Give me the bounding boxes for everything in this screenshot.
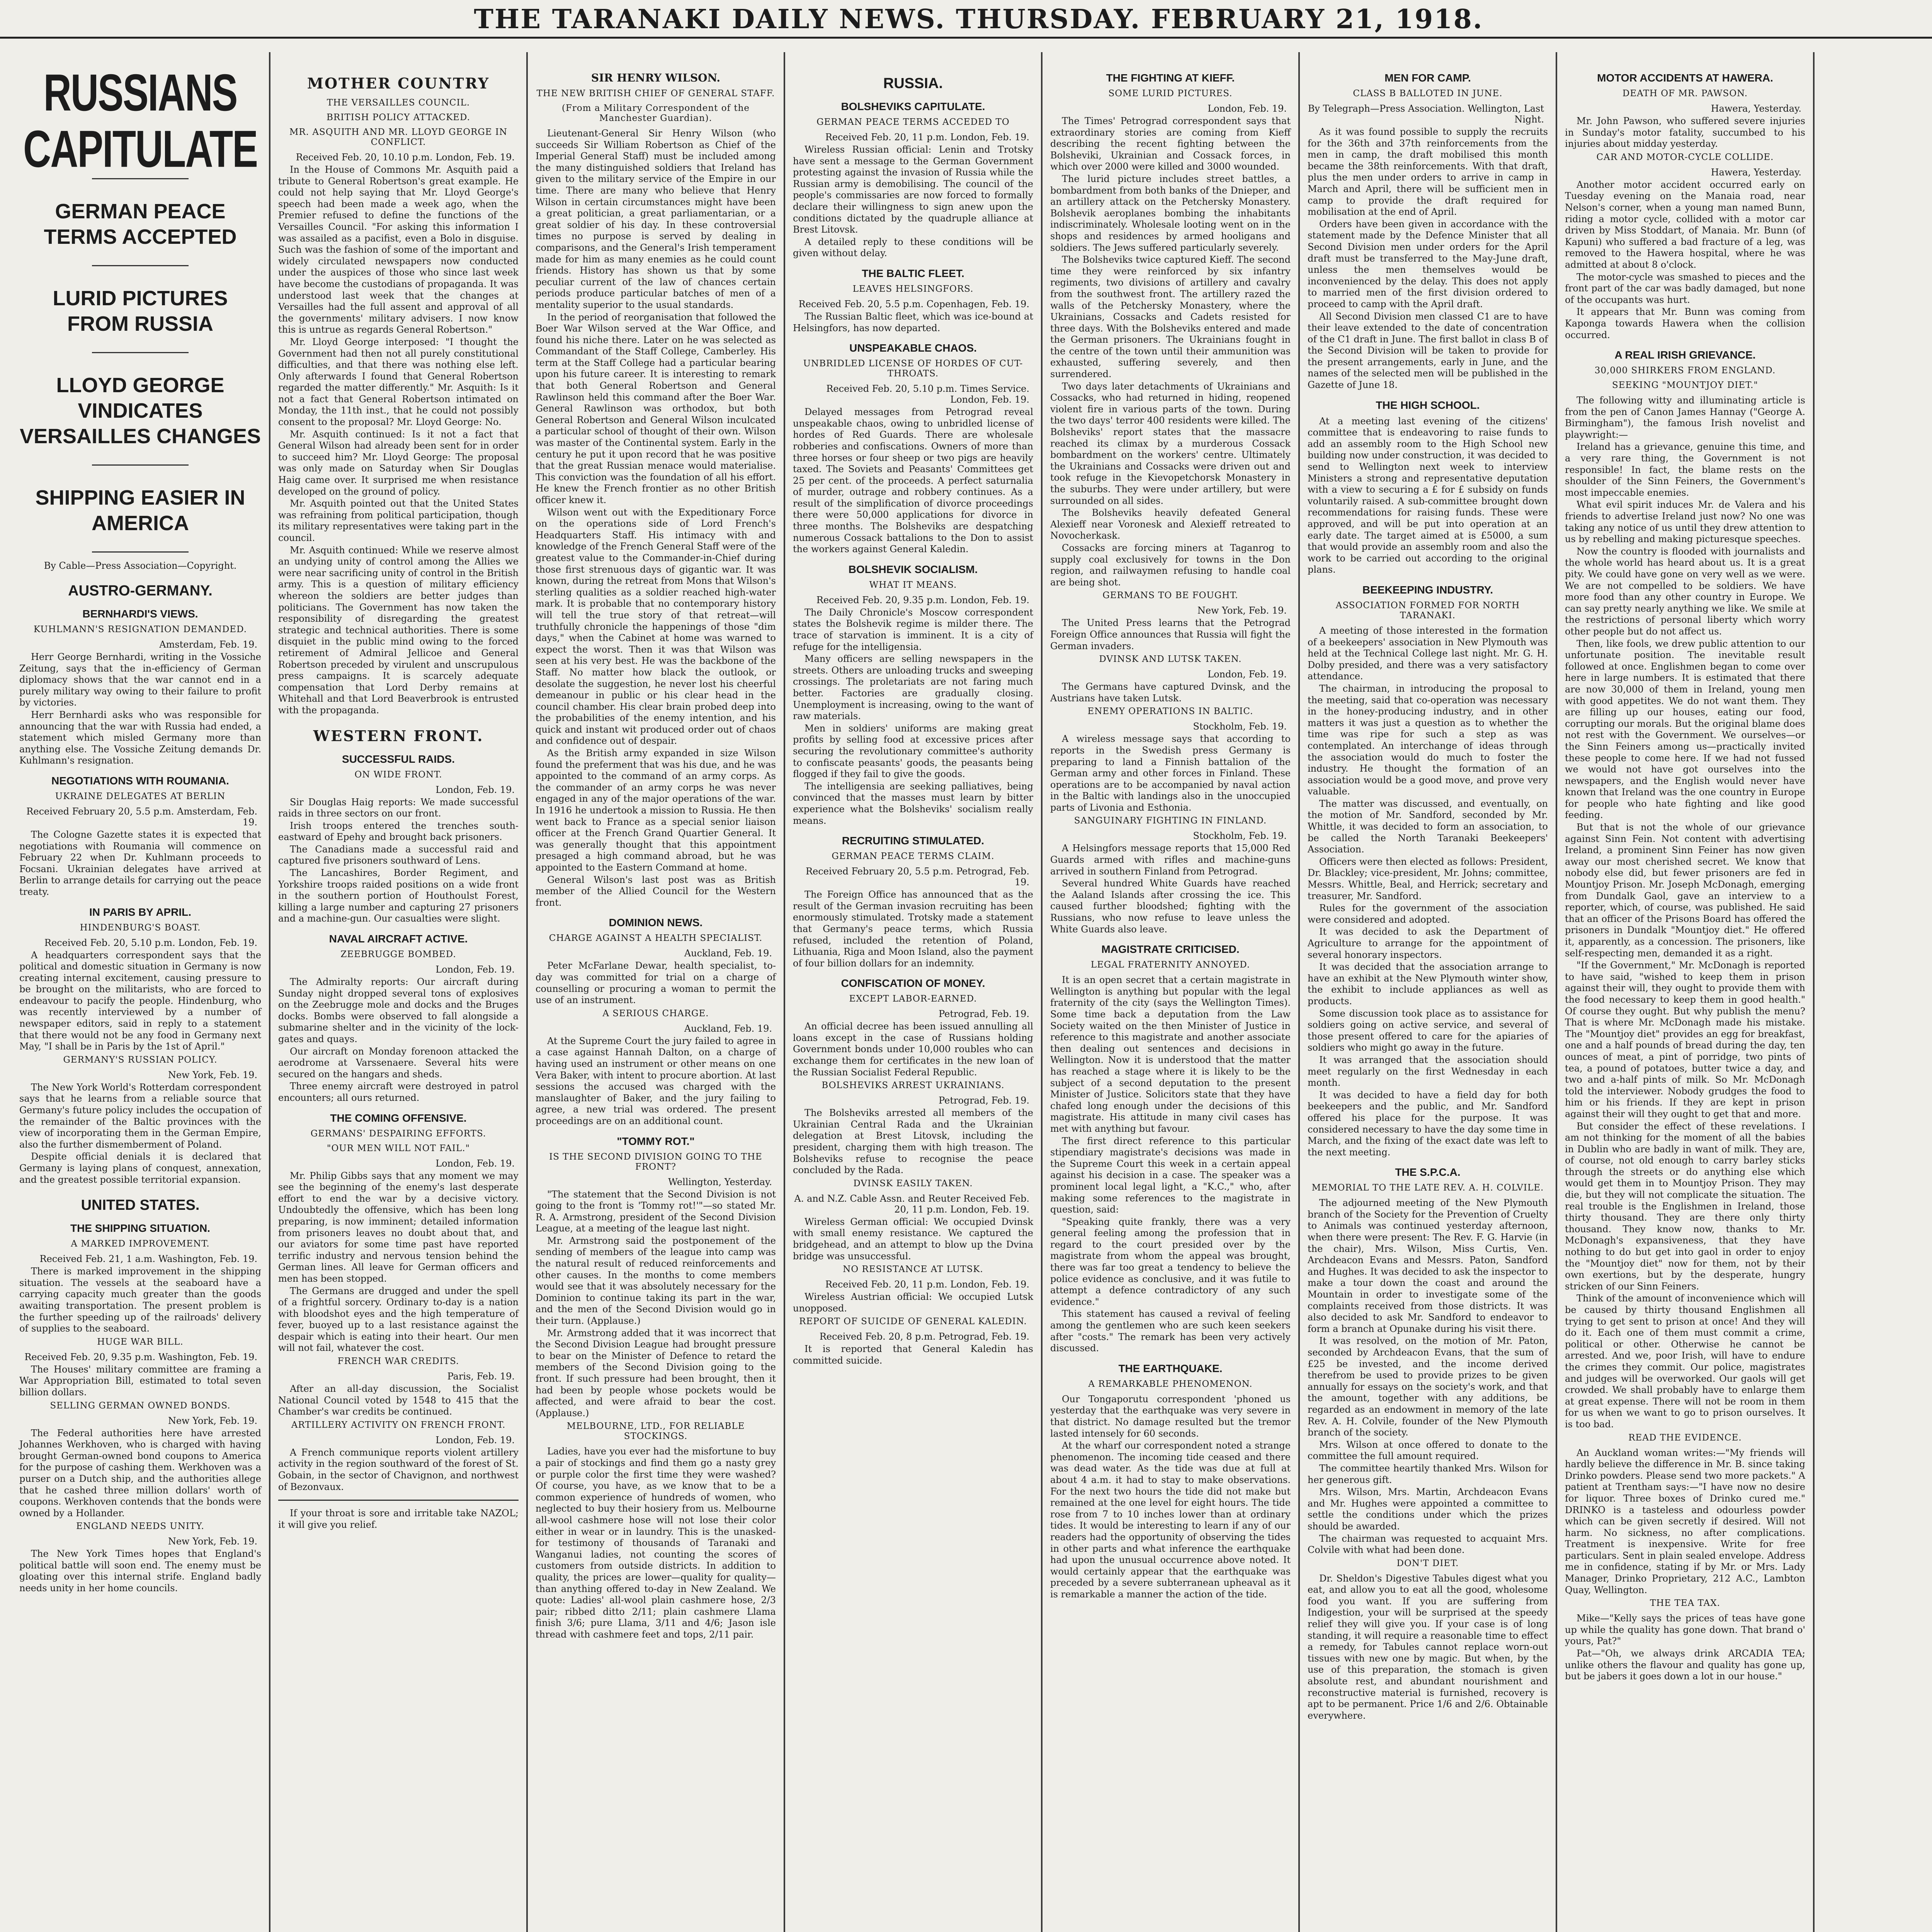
article-subheading: FRENCH WAR CREDITS. <box>337 1356 459 1367</box>
article-subheading: ENEMY OPERATIONS IN BALTIC. <box>1087 706 1253 717</box>
section-heading: MOTHER COUNTRY <box>307 75 490 92</box>
article-subheading: DON'T DIET. <box>1396 1558 1459 1568</box>
article-subheading: MEMORIAL TO THE LATE REV. A. H. COLVILE. <box>1311 1183 1544 1193</box>
article-subheading: SEEKING "MOUNTJOY DIET." <box>1612 380 1758 391</box>
article-subheading: GERMANY'S RUSSIAN POLICY. <box>63 1054 218 1065</box>
paragraph: Mr. John Pawson, who suffered severe injuries in Sunday's motor fatality, succumbed to his injuries about midday yesterday. <box>1565 116 1805 150</box>
paragraph: As the British army expanded in size Wilson found the preferment that was his due, and he was appointed to the command of an army corps. As the commander of an army corps he was never engaged in any of the major operations of the war. In 1916 he undertook a mission to Russia. He then went back to France as a special senior liaison officer at the French Grand Quartier General. It was generally thought that this appointment presaged a high command abroad, but he was appointed to the Eastern Command at home. <box>536 748 776 873</box>
advertisement: Ladies, have you ever had the misfortune to buy a pair of stockings and find them go a nasty grey or purple color the first time they were washed? Of course, you have, as we know that to be a common experience of hundreds of women, who neglected to buy their hosiery from us. Melbourne all-wool cashmere hose will not lose their color either in wear or in laundry. This is the unasked-for testimony of thousands of Taranaki and Wanganui ladies, not counting the scores of customers from outside districts. In addition to quality, the prices are lower—quality for quality—than anything offered to-day in New Zealand. We quote: Ladies' all-wool plain cashmere hose, 2/3 pair; ribbed ditto 2/11; plain cashmere Llama finish 3/6; pure Llama, 3/11 and 4/6; Jason isle thread with cashmere feet and tops, 2/11 pair. <box>536 1446 776 1640</box>
paragraph: Our aircraft on Monday forenoon attacked the aerodrome at Varssenaere. Several hits were secured on the hangars and sheds. <box>278 1046 519 1080</box>
paragraph: The lurid picture includes street battles, a bombardment from both banks of the Dnieper, and an artillery attack on the Petchersky Monastery. Bolshevik aeroplanes bombing the inhabitants indiscriminately. Wholesale looting went on in the shops and residences by armed hooligans and soldiers. The Jews suffered particularly severely. <box>1050 173 1291 253</box>
column-3 <box>528 64 784 1932</box>
section-heading: RUSSIA. <box>883 75 943 92</box>
dateline: New York, Feb. 19. <box>168 1536 257 1547</box>
article-subheading: NO RESISTANCE AT LUTSK. <box>843 1264 983 1275</box>
dateline: Stockholm, Feb. 19. <box>1193 830 1287 842</box>
paragraph: After an all-day discussion, the Socialist National Council voted by 1548 to 415 that the Chamber's war credits be continued. <box>278 1383 519 1417</box>
article-subheading: ARTILLERY ACTIVITY ON FRENCH FRONT. <box>291 1420 506 1430</box>
article-subheading: READ THE EVIDENCE. <box>1628 1432 1742 1443</box>
article-heading: MAGISTRATE CRITICISED. <box>1101 943 1240 956</box>
paragraph: An official decree has been issued annulling all loans except in the case of Russians holding Government bonds under 10,000 roubles who can exchange them for certificates in the new loan of the Russian Socialist Federal Republic. <box>793 1021 1033 1078</box>
paragraph: But that is not the whole of our grievance against Sinn Fein. Not content with advertising Ireland, a prominent Sinn Feiner has now given away our most cherished secret. We know that nobody else did, but fewer prisoners are fed in Mountjoy Prison. Mr. Joseph McDonagh, emerging from Dundalk Gaol, gave an interview to a reporter, which, of course, was published. He said that an officer of the Prisons Board has offered the prisoners in Dundalk "Mountjoy diet." He offered it, apparently, as a concession. The prisoners, like self-respecting men, demanded it as a right. <box>1565 822 1805 959</box>
paragraph: Our Tongaporutu correspondent 'phoned us yesterday that the earthquake was very severe in that district. No damage resulted but the tremor lasted intensely for 60 seconds. <box>1050 1393 1291 1439</box>
article-subheading: DVINSK AND LUTSK TAKEN. <box>1099 654 1242 665</box>
column-1 <box>12 64 269 1932</box>
article-heading: NEGOTIATIONS WITH ROUMANIA. <box>51 774 229 787</box>
article-subheading: LEGAL FRATERNITY ANNOYED. <box>1090 960 1250 970</box>
paragraph: The Lancashires, Border Regiment, and Yorkshire troops raided positions on a wide front in the southern portion of Houthoulst Forest, killing a large number and capturing 27 prisoners and a machine-gun. Our casualties were slight. <box>278 867 519 924</box>
headline-shipping: SHIPPING EASIER IN AMERICA <box>35 486 245 535</box>
masthead <box>0 0 1932 39</box>
column-5 <box>1043 64 1298 1932</box>
paragraph: Ireland has a grievance, genuine this time, and a very rare thing, the Government is not responsible! In fact, the blame rests on the shoulder of the Sinn Feiners, the Government's most impeccable enemies. <box>1565 441 1805 498</box>
dateline: Wellington, Yesterday. <box>668 1176 772 1187</box>
dateline: New York, Feb. 19. <box>168 1069 257 1080</box>
article-heading: SUCCESSFUL RAIDS. <box>342 753 455 765</box>
advertisement: Dr. Sheldon's Digestive Tabules digest what you eat, and allow you to eat all the good, wholesome food you want. If you are suffering from Indigestion, your will be surprised at the speedy relief they will give you. If your case is of long standing, it will require a reasonable time to effect a remedy, for Tabules cannot replace worn-out tissues with new one by magic. But when, by the use of this preparation, the stomach is given absolute rest, and abundant nourishment and reconstructive material is furnished, recovery is apt to be permanent. Price 1/6 and 2/6. Obtainable everywhere. <box>1308 1573 1548 1721</box>
article-subheading: UNBRIDLED LICENSE OF HORDES OF CUT-THROATS. <box>803 359 1023 379</box>
paragraph: But consider the effect of these revelations. I am not thinking for the moment of all the babies in Dublin who are badly in want of milk. They are, of course, not old enough to carry barley sticks through the streets or do anything else which would get them in to Mountjoy Prison. They may die, but they will not complicate the situation. The real trouble is the Englishmen in Ireland, those thirty thousand. They are there only thirty thousand. They know now, thanks to Mr. McDonagh's expansiveness, that they have nothing to do but get into gaol in order to enjoy the "Mountjoy diet" now for them, not by their own exertions, but by the desperate, hungry stricken of our Sinn Feiners. <box>1565 1121 1805 1292</box>
paragraph: The chairman, in introducing the proposal to the meeting, said that co-operation was necessary in the honey-producing industry, and in other matters it was just a question as to whether the time was ripe for such a step as was contemplated. An interchange of ideas through the association would do much to foster the industry. He thought the formation of an association would be a good move, and prove very valuable. <box>1308 683 1548 797</box>
dateline: Received Feb. 21, 1 a.m. Washington, Feb. 19. <box>39 1253 257 1265</box>
paragraph: A Helsingfors message reports that 15,000 Red Guards armed with rifles and machine-guns arrived in southern Finland from Petrograd. <box>1050 843 1291 877</box>
article-subheading: SOME LURID PICTURES. <box>1108 88 1233 99</box>
dateline: Received Feb. 20, 11 p.m. London, Feb. 19. <box>825 1279 1029 1290</box>
paragraph: It was arranged that the association should meet regularly on the first Wednesday in each month. <box>1308 1054 1548 1088</box>
paragraph: At a meeting last evening of the citizens' committee that is endeavoring to raise funds to add an assembly room to the High School new building now under construction, it was decided to send to Wellington next week to interview Ministers a strong and representative deputation with a view to securing a £ for £ subsidy on funds voluntarily raised. A sub-committee brought down recommendations for raising funds. These were approved, and will be put into operation at an early date. The target aimed at is £5000, a sum that would provide an assembly room and also the work to be carried out according to the original plans. <box>1308 415 1548 575</box>
article-subheading: LEAVES HELSINGFORS. <box>852 284 974 294</box>
article-subheading: SELLING GERMAN OWNED BONDS. <box>50 1400 231 1411</box>
paragraph: The Germans have captured Dvinsk, and the Austrians have taken Lutsk. <box>1050 681 1291 704</box>
dateline: Petrograd, Feb. 19. <box>939 1009 1029 1020</box>
article-subheading: ASSOCIATION FORMED FOR NORTH TARANAKI. <box>1335 600 1520 621</box>
paragraph: The motor-cycle was smashed to pieces and the front part of the car was badly damaged, but none of the occupants was hurt. <box>1565 271 1805 305</box>
article-subheading: MR. ASQUITH AND MR. LLOYD GEORGE IN CONFLICT. <box>289 127 508 147</box>
article-subheading: ZEEBRUGGE BOMBED. <box>340 949 456 960</box>
paragraph: Despite official denials it is declared that Germany is laying plans of conquest, annexation, and the greatest possible territorial expansion. <box>19 1151 261 1185</box>
paragraph: Think of the amount of inconvenience which will be caused by thirty thousand Englishmen all trying to get sent to prison at once! And they will do it. Each one of them must commit a crime, political or other. Otherwise he cannot be arrested. And we, poor Irish, will have to endure the crimes they commit. Our police, magistrates and judges will be overworked. Our gaols will get crowded. We shall probably have to enlarge them at great expense. There will not be room in them for us when we want to go to prison ourselves. It is too bad. <box>1565 1293 1805 1430</box>
article-heading: THE S.P.C.A. <box>1395 1166 1461 1179</box>
article-heading: "TOMMY ROT." <box>617 1135 695 1147</box>
dateline: Received Feb. 20, 5.5 p.m. Copenhagen, Feb. 19. <box>798 298 1029 310</box>
dateline: New York, Feb. 19. <box>1197 605 1287 616</box>
paragraph: It was resolved, on the motion of Mr. Paton, seconded by Archdeacon Evans, that the sum of £25 be invested, and the income derived therefrom be used to provide prizes to be given annually for essays on the society's work, and that the amount, together with any additions, be regarded as an endowment in memory of the late Rev. A. H. Colvile, founder of the New Plymouth branch of the society. <box>1308 1335 1548 1438</box>
article-subheading: IS THE SECOND DIVISION GOING TO THE FRONT? <box>549 1151 762 1172</box>
advertisement: An Auckland woman writes:—"My friends will hardly believe the difference in Mr. B. since taking Drinko powders. Please send two more packets." A patient at Trentham says:—"I have now no desire for liquor. Three boxes of Drinko cured me." DRINKO is a tasteless and odourless powder which can be given secretly if desired. Will not harm. No sickness, no after complications. Treatment is inexpensive. Write for free particulars. Sent in plain sealed envelope. Address me in confidence, stating if by Mr. or Mrs. Lady Manager, Drinko Proprietary, 212 A.C., Lambton Quay, Wellington. <box>1565 1447 1805 1595</box>
article-heading: MEN FOR CAMP. <box>1384 72 1471 84</box>
article-heading: BERNHARDI'S VIEWS. <box>82 608 198 620</box>
paragraph: It appears that Mr. Bunn was coming from Kaponga towards Hawera when the collision occurred. <box>1565 306 1805 340</box>
article-subheading: THE VERSAILLES COUNCIL. <box>327 98 470 108</box>
dateline: Received February 20, 5.5 p.m. Amsterdam, Feb. 19. <box>26 806 257 828</box>
article-heading: SIR HENRY WILSON. <box>591 71 721 84</box>
article-subheading: GERMANS' DESPAIRING EFFORTS. <box>310 1128 486 1139</box>
dateline: Auckland, Feb. 19. <box>684 948 772 959</box>
paragraph: Cossacks are forcing miners at Taganrog to supply coal exclusively for towns in the Don region, and railwaymen refusing to handle coal are being shot. <box>1050 542 1291 588</box>
paragraph: Mr. Lloyd George interposed: "I thought the Government had then not all purely constitutional difficulties, and that there was nothing else left. Only afterwards I found that General Robertson regarded the matter differently." Mr. Asquith: Is it not a fact that General Robertson intimated on Monday, the 11th inst., that he could not possibly consent to the proposal? Mr. Lloyd George: No. <box>278 336 519 428</box>
paragraph: At the wharf our correspondent noted a strange phenomenon. The incoming tide ceased and there was dead water. As the tide was due at full at about 4 a.m. it had to stay to make observations. For the next two hours the tide did not make but remained at the one level for eight hours. The tide rose from 7 to 10 inches lower than at ordinary tides. It would be interesting to learn if any of our readers had the opportunity of observing the tides in other parts and what inference the earthquake had upon the unusual occurrence above noted. It would certainly appear that the earthquake was preceded by a severe subterranean upheaval as it is remarkable a manner the action of the tide. <box>1050 1440 1291 1600</box>
paragraph: It was decided that the association arrange to have an exhibit at the New Plymouth winter show, the exhibit to include appliances as well as products. <box>1308 961 1548 1007</box>
article-heading: THE SHIPPING SITUATION. <box>70 1222 210 1235</box>
paragraph: It was decided to ask the Department of Agriculture to arrange for the appointment of several honorary inspectors. <box>1308 926 1548 960</box>
paragraph: Some discussion took place as to assistance for soldiers going on active service, and several of those present offered to care for the apiaries of soldiers who might go away in the future. <box>1308 1008 1548 1053</box>
paragraph: As it was found possible to supply the recruits for the 36th and 37th reinforcements from the men in camp, the draft mobilised this month became the 38th reinforcements. With that draft, plus the men under orders to arrive in camp in March and April, there will be sufficient men in camp to provide the draft required for mobilisation at the end of April. <box>1308 126 1548 218</box>
paragraph: The Canadians made a successful raid and captured five prisoners southward of Lens. <box>278 844 519 866</box>
article-subheading: MELBOURNE, LTD., FOR RELIABLE STOCKINGS. <box>566 1421 745 1442</box>
advertisement: Mike—"Kelly says the prices of teas have gone up while the quality has gone down. That brand o' yours, Pat?" <box>1565 1613 1805 1647</box>
dateline: Received Feb. 20, 8 p.m. Petrograd, Feb. 19. <box>819 1331 1029 1342</box>
paragraph: The first direct reference to this particular stipendiary magistrate's decisions was made in the Supreme Court this week in a certain appeal against his decision in a case. The speaker was a prominent local legal light, a "K.C.," who, after making some references to the magistrate in question, said: <box>1050 1135 1291 1215</box>
paragraph: Mrs. Wilson at once offered to donate to the committee the full amount required. <box>1308 1439 1548 1462</box>
byline: By Cable—Press Association—Copyright. <box>44 560 237 571</box>
advertisement: If your throat is sore and irritable take NAZOL; it will give you relief. <box>278 1508 519 1530</box>
paragraph: Wilson went out with the Expeditionary Force on the operations side of Lord French's Headquarters Staff. His intimacy with and knowledge of the French General Staff were of the greatest value to the Commander-in-Chief during those first strenuous days of gigantic war. It was known, during the retreat from Mons that Wilson's sterling qualities as a soldier reached high-water mark. It is probable that no contemporary history will tell the true story of that retreat—will truthfully chronicle the happenings of those "dim days," when the Cabinet at home was warned to expect the worst. Then it was that Wilson was seen at his very best. He was the backbone of the Staff. No matter how black the outlook, or desolate the suggestion, he never lost his cheerful demeanour in public or his clear head in the council chamber. His clear brain probed deep into the probabilities of the enemy intention, and his quick and instant wit produced order out of chaos and confidence out of despair. <box>536 507 776 747</box>
column-4 <box>785 64 1041 1932</box>
paragraph: There is marked improvement in the shipping situation. The vessels at the seaboard have a carrying capacity much greater than the goods awaiting transportation. The present problem is the further speeding up of the railroads' delivery of supplies to the seaboard. <box>19 1266 261 1334</box>
paragraph: The Foreign Office has announced that as the result of the German invasion recruiting has been enormously stimulated. Trotsky made a statement that Germany's peace terms, which Russia refused, included the retention of Poland, Lithuania, Riga and Moon Island, also the payment of four billion dollars for an indemnity. <box>793 889 1034 969</box>
paragraph: The Germans are drugged and under the spell of a frightful sorcery. Ordinary to-day is a nation with bloodshot eyes and the high temperature of fever, buoyed up to a last resistance against the despair which is eating into their heart. Our men will not fail, whatever the cost. <box>278 1285 519 1354</box>
article-subheading: THE NEW BRITISH CHIEF OF GENERAL STAFF. <box>536 88 775 99</box>
article-heading: DOMINION NEWS. <box>609 917 703 929</box>
paragraph: At the Supreme Court the jury failed to agree in a case against Hannah Dalton, on a charge of having used an instrument or other means on one Vera Baker, with intent to procure abortion. At last sessions the accused was charged with the manslaughter of Baker, and the jury failing to agree, a new trial was ordered. The present proceedings are on an additional count. <box>536 1035 776 1126</box>
paragraph: Peter McFarlane Dewar, health specialist, to-day was committed for trial on a charge of counselling or procuring a woman to permit the use of an instrument. <box>536 960 776 1006</box>
paragraph: The Russian Baltic fleet, which was ice-bound at Helsingfors, has now departed. <box>793 311 1033 333</box>
article-subheading: GERMAN PEACE TERMS ACCEDED TO <box>816 117 1010 127</box>
headline-lloyd-george: LLOYD GEORGE VINDICATES VERSAILLES CHANGES <box>19 374 261 448</box>
dateline: London, Feb. 19. <box>1208 103 1287 114</box>
paragraph: In the House of Commons Mr. Asquith paid a tribute to General Robertson's great example. He could not help saying that Mr. Lloyd George's speech had been made a week ago, when the Premier refused to define the functions of the Versailles Council. "For asking this information I was assailed as a pacifist, even a Bolo in disguise. Such was the fashion of some of the important and widely circulated newspapers now conducted under the auspices of those who since last week have become the custodians of propaganda. It was understood last week that the changes at Versailles had the full assent and approval of all the governments' military advisers. I now know this is untrue as regards General Robertson." <box>278 164 519 335</box>
dateline: London, Feb. 19. <box>435 1158 515 1169</box>
dateline: London, Feb. 19. <box>435 964 515 975</box>
article-subheading: DEATH OF MR. PAWSON. <box>1622 88 1748 99</box>
paragraph: Herr Bernhardi asks who was responsible for announcing that the war with Russia had ended, a statement which misled Germany more than anything else. The Vossiche Zeitung demands Dr. Kuhlmann's resignation. <box>19 709 261 766</box>
paragraph: Many officers are selling newspapers in the streets. Others are unloading trucks and sweeping crossings. The proletariats are not faring much better. Factories are gradually closing. Unemployment is increasing, owing to the want of raw materials. <box>793 653 1033 722</box>
paragraph: The Houses' military committee are framing a War Appropriation Bill, estimated to total seven billion dollars. <box>19 1364 261 1398</box>
paragraph: Mr. Asquith continued: While we reserve almost an undying unity of control among the Allies we were near sacrificing unity of control in the British army. This is a question of military efficiency whereon the soldiers are better judges than politicians. The Government has now taken the responsibility of disregarding the greatest strategic and technical authorities. There is some disquiet in the public mind owing to the forced retirement of Admiral Jellicoe and General Robertson preceded by virulent and unscrupulous press campaigns. It is scarcely adequate compensation that Lord Derby remains at Whitehall and that Lord Beaverbrook is entrusted with the propaganda. <box>278 544 519 716</box>
dateline: Hawera, Yesterday. <box>1711 167 1801 178</box>
paragraph: A detailed reply to these conditions will be given without delay. <box>793 236 1033 259</box>
article-subheading: UKRAINE DELEGATES AT BERLIN <box>55 791 226 801</box>
article-subheading: GERMANS TO BE FOUGHT. <box>1102 590 1238 601</box>
column-2 <box>270 64 526 1932</box>
paragraph: The Bolsheviks twice captured Kieff. The second time they were reinforced by six infantry regiments, two divisions of artillery and cavalry from the southwest front. The artillery razed the walls of the Petchersky Monastery, where the Ukrainians, Cossacks and Cadets resisted for three days. With the Bolsheviks entered and made the German prisoners. The Ukrainians fought in the centre of the town until their ammunition was exhausted, suffering severely, and then surrendered. <box>1050 254 1291 380</box>
paragraph: Wireless Russian official: Lenin and Trotsky have sent a message to the German Government protesting against the invasion of Russia while the Russian army is demobilising. The council of the people's commissaries are now forced to formally declare their willingness to sign anew upon the conditions dictated by the quadruple alliance at Brest Litovsk. <box>793 144 1033 235</box>
article-heading: THE COMING OFFENSIVE. <box>330 1112 467 1124</box>
paragraph: Two days later detachments of Ukrainians and Cossacks, who had returned in hiding, reopened violent fire in various parts of the town. During the two days' terror 400 residents were killed. The Bolsheviks' report states that the massacre reached its climax by a murderous Cossack bombardment on the workers' centre. Ultimately the Ukrainians and Cossacks were driven out and took refuge in the Kievopetchorsk Monastery in the suburbs. They were under artillery, but were surrounded on all sides. <box>1050 381 1291 506</box>
paragraph: It was decided to have a field day for both beekeepers and the public, and Mr. Sandford offered his place for the purpose. It was considered necessary to have the day some time in March, and the fixing of the exact date was left to the next meeting. <box>1308 1089 1548 1158</box>
dateline: Amsterdam, Feb. 19. <box>159 639 257 650</box>
paragraph: It is reported that General Kaledin has committed suicide. <box>793 1344 1033 1366</box>
article-subheading: CHARGE AGAINST A HEALTH SPECIALIST. <box>549 933 763 944</box>
paragraph: All Second Division men classed C1 are to have their leave extended to the date of concentration of the C1 draft in June. The first ballot in class B of the Second Division will be taken to provide for the present arrangements, early in June, and the names of the selected men will be published in the Gazette of June 18. <box>1308 311 1548 391</box>
paragraph: "Speaking quite frankly, there was a very general feeling among the profession that in regard to the court presided over by the magistrate from whom the appeal was brought, there was far too great a tendency to believe the police evidence as conclusive, and it was futile to attempt a defence contradictory of any such evidence." <box>1050 1216 1291 1307</box>
paragraph: The New York Times hopes that England's political battle will soon end. The enemy must be gloating over this internal strife. England badly needs unity in her home councils. <box>19 1548 261 1594</box>
article-subheading: A SERIOUS CHARGE. <box>602 1008 709 1019</box>
dateline: By Telegraph—Press Association. Wellington, Last Night. <box>1308 103 1544 125</box>
dateline: Received Feb. 20, 9.35 p.m. Washington, Feb. 19. <box>24 1351 257 1362</box>
paragraph: The Admiralty reports: Our aircraft during Sunday night dropped several tons of explosives on the Zeebrugge mole and docks and the Bruges docks. Bombs were observed to fall alongside a submarine shelter and in the vicinity of the lock-gates and quays. <box>278 976 519 1044</box>
article-heading: MOTOR ACCIDENTS AT HAWERA. <box>1597 72 1773 84</box>
article-subheading: "OUR MEN WILL NOT FAIL." <box>327 1143 470 1153</box>
dateline: Received Feb. 20, 10.10 p.m. London, Feb. 19. <box>296 152 515 163</box>
dateline: Paris, Feb. 19. <box>447 1371 515 1382</box>
dateline: Stockholm, Feb. 19. <box>1193 721 1287 732</box>
paragraph: Herr George Bernhardi, writing in the Vossiche Zeitung, says that the in-efficiency of German diplomacy shows that the war cannot end in a purely military way owing to their failure to profit by victories. <box>19 651 261 708</box>
article-subheading: KUHLMANN'S RESIGNATION DEMANDED. <box>33 624 247 634</box>
paragraph: Officers were then elected as follows: President, Dr. Blackley; vice-president, Mr. Johns; committee, Messrs. Whittle, Beal, and Herrick; secretary and treasurer, Mr. Sandford. <box>1308 856 1548 901</box>
paragraph: Delayed messages from Petrograd reveal unspeakable chaos, owing to unbridled license of hordes of Red Guards. There are wholesale robberies and confiscations. Owners of more than three horses or four sheep or two pigs are heavily taxed. The Soviets and Peasants' Committees get 25 per cent. of the proceeds. A perfect saturnalia of murder, outrage and robbery continues. As a result of the simplification of divorce proceedings there were 50,000 applications for divorce in three months. The Bolsheviks are despatching numerous Cossack battalions to the Don to assist the workers against General Kaledin. <box>793 406 1033 555</box>
dateline: Petrograd, Feb. 19. <box>939 1095 1029 1106</box>
article-heading: BOLSHEVIKS CAPITULATE. <box>841 100 985 112</box>
paragraph: General Wilson's last post was as British member of the Allied Council for the Western front. <box>536 874 776 908</box>
article-subheading: HINDENBURG'S BOAST. <box>80 922 201 933</box>
paragraph: Wireless Austrian official: We occupied Lutsk unopposed. <box>793 1291 1033 1314</box>
paragraph: Then, like fools, we drew public attention to our unfortunate position. The inevitable result followed at once. Englishmen began to come over here in large numbers. It is estimated that there are now 30,000 of them in Ireland, young men with good appetites. We do not want them. They are filling up our houses, eating our food, corrupting our morals. But the original blame does not rest with the Government. We ourselves—or the Sinn Feiners among us—practically invited these people to come here. If we had not fussed we would not have got ourselves into the newspapers, and the English would never have known that Ireland was the one country in Europe for people who hate fighting and like good feeding. <box>1565 638 1805 821</box>
paragraph: The adjourned meeting of the New Plymouth branch of the Society for the Prevention of Cruelty to Animals was continued yesterday afternoon, when there were present: The Rev. F. G. Harvie (in the chair), Mrs. Wilson, Miss Curtis, Ven. Archdeacon Evans and Messrs. Paton, Sandford and Hughes. It was decided to ask the inspector to make a tour down the coast and around the Mountain in order to investigate some of the complaints received from those districts. It was also decided to ask Mr. Sandford to endeavor to form a branch at Opunake during his visit there. <box>1308 1197 1548 1334</box>
headline-lurid: LURID PICTURES FROM RUSSIA <box>53 287 228 335</box>
paragraph: Orders have been given in accordance with the statement made by the Defence Minister that all Second Division men under orders for the April draft must be transferred to the May-June draft, unless the men themselves would be inconvenienced by the delay. This does not apply to married men of the first division ordered to proceed to camp with the April draft. <box>1308 218 1548 310</box>
article-subheading: A MARKED IMPROVEMENT. <box>71 1239 210 1249</box>
paragraph: The chairman was requested to acquaint Mrs. Colvile with what had been done. <box>1308 1533 1548 1556</box>
paragraph: A headquarters correspondent says that the political and domestic situation in Germany is now creating internal excitement, causing pressure to be brought on the militarists, who are forced to endeavour to pacify the people. Hindenburg, who was recently interviewed by a number of newspaper editors, said in reply to a statement that there would not be any food in Germany next May, "I shall be in Paris by the 1st of April." <box>19 949 261 1052</box>
dateline: Hawera, Yesterday. <box>1711 103 1801 114</box>
paragraph: Three enemy aircraft were destroyed in patrol encounters; all ours returned. <box>278 1081 519 1103</box>
paragraph: "The statement that the Second Division is not going to the front is 'Tommy rot!'"—so stated Mr. R. A. Armstrong, president of the Second Division League, at a meeting of the league last night. <box>536 1189 776 1234</box>
article-subheading: HUGE WAR BILL. <box>97 1337 184 1347</box>
article-heading: A REAL IRISH GRIEVANCE. <box>1614 349 1756 361</box>
paragraph: The matter was discussed, and eventually, on the motion of Mr. Sandford, seconded by Mr. Whittle, it was decided to form an association, to be called the North Taranaki Beekeepers' Association. <box>1308 798 1548 855</box>
dateline: London, Feb. 19. <box>435 1434 515 1446</box>
paragraph: The following witty and illuminating article is from the pen of Canon James Hannay ("George A. Birmingham"), the famous Irish novelist and playwright:— <box>1565 395 1805 440</box>
article-heading: UNSPEAKABLE CHAOS. <box>849 342 977 354</box>
paragraph: Mr. Philip Gibbs says that any moment we may see the beginning of the enemy's last desperate effort to end the war by a decisive victory. Undoubtedly the offensive, which has been long preparing, is now imminent; detailed information from prisoners leaves no doubt about that, and our aviators for some time past have reported terrific industry and nervous tension behind the German lines. All leave for German officers and men has been stopped. <box>278 1170 519 1284</box>
dateline: Received Feb. 20, 11 p.m. London, Feb. 19. <box>825 132 1029 143</box>
article-heading: CONFISCATION OF MONEY. <box>841 977 985 990</box>
article-subheading: THE TEA TAX. <box>1650 1598 1720 1609</box>
dateline: Received Feb. 20, 5.10 p.m. London, Feb. 19. <box>44 937 257 948</box>
paragraph: A French communique reports violent artillery activity in the region southward of the forest of St. Gobain, in the sector of Chavignon, and northwest of Bezonvaux. <box>278 1447 519 1492</box>
paragraph: This statement has caused a revival of feeling among the gentlemen who are such keen seekers after "costs." The remark has been very actively discussed. <box>1050 1308 1291 1354</box>
article-subheading: CLASS B BALLOTED IN JUNE. <box>1353 88 1503 99</box>
article-heading: BEEKEEPING INDUSTRY. <box>1362 583 1493 596</box>
newspaper-title: THE TARANAKI DAILY NEWS. THURSDAY. FEBRUARY 21, 1918. <box>474 4 1483 35</box>
paragraph: Rules for the government of the association were considered and adopted. <box>1308 903 1548 925</box>
article-heading: THE FIGHTING AT KIEFF. <box>1106 72 1235 84</box>
article-heading: BOLSHEVIK SOCIALISM. <box>848 563 978 575</box>
section-heading: UNITED STATES. <box>81 1197 200 1214</box>
paragraph: The Times' Petrograd correspondent says that extraordinary stories are coming from Kieff describing the recent fighting between the Bolsheviki, Ukrainian and Cossack forces, in which over 2000 were killed and 3000 wounded. <box>1050 116 1291 172</box>
paragraph: The Cologne Gazette states it is expected that negotiations with Roumania will commence on February 22 when Dr. Kuhlmann proceeds to Focsani. Ukrainian delegates have arrived at Berlin to arrange details for carrying out the peace treaty. <box>19 829 261 897</box>
article-subheading: (From a Military Correspondent of the Manchester Guardian). <box>561 103 750 123</box>
paragraph: Lieutenant-General Sir Henry Wilson (who succeeds Sir William Robertson as Chief of the Imperial General Staff) must be included among the many distinguished soldiers that Ireland has given to the military service of the Empire in our time. There are many who believe that Henry Wilson in certain circumstances might have been a great politician, a great parliamentarian, or a great soldier of his day. In these controversial times no purpose is served by dealing in comparisons, and the General's Irish temperament made for him as many enemies as he could count friends. History has shown us that by some peculiar current of the law of chances certain periods produce particular batches of men of a mentality superior to the usual standards. <box>536 128 776 310</box>
main-headline: RUSSIANS CAPITULATE <box>23 64 257 179</box>
paragraph: The Bolsheviks arrested all members of the Ukrainian Central Rada and the Ukrainian delegation at Brest Litovsk, including the president, charging them with high treason. The Bolsheviks refuse to recognise the peace concluded by the Rada. <box>793 1107 1033 1176</box>
paragraph: The committee heartily thanked Mrs. Wilson for her generous gift. <box>1308 1463 1548 1485</box>
article-subheading: BOLSHEVIKS ARREST UKRAINIANS. <box>821 1080 1005 1091</box>
article-subheading: ENGLAND NEEDS UNITY. <box>76 1521 204 1532</box>
article-subheading: GERMAN PEACE TERMS CLAIM. <box>832 851 995 862</box>
article-heading: NAVAL AIRCRAFT ACTIVE. <box>329 933 468 945</box>
advertisement: Pat—"Oh, we always drink ARCADIA TEA; unlike others the flavour and quality has gone up, but be jabers it goes down a lot in our house." <box>1565 1648 1805 1682</box>
dateline: Auckland, Feb. 19. <box>684 1023 772 1034</box>
paragraph: The New York World's Rotterdam correspondent says that he learns from a reliable source that Germany's future policy includes the occupation of the remainder of the Baltic provinces with the view of incorporating them in the German Empire, also the further dismemberment of Poland. <box>19 1082 261 1150</box>
article-subheading: BRITISH POLICY ATTACKED. <box>327 112 470 122</box>
dateline: Received February 20, 5.5 p.m. Petrograd, Feb. 19. <box>806 866 1029 888</box>
article-subheading: 30,000 SHIRKERS FROM ENGLAND. <box>1594 366 1776 376</box>
paragraph: The United Press learns that the Petrograd Foreign Office announces that Russia will fight the German invaders. <box>1050 617 1291 651</box>
paragraph: What evil spirit induces Mr. de Valera and his friends to advertise Ireland just now? No one was taking any notice of us until they drew attention to us by rebelling and making picturesque speeches. <box>1565 499 1805 545</box>
paragraph: Mr. Armstrong said the postponement of the sending of members of the league into camp was the natural result of reduced reinforcements and other causes. In the months to come members would see that it was absolutely necessary for the Dominion to continue taking its part in the war, and the men of the Second Division would go in their turn. (Applause.) <box>536 1235 776 1327</box>
paragraph: Mr. Asquith continued: Is it not a fact that General Wilson had already been sent for in order to succeed him? Mr. Lloyd George: The proposal was only made on Saturday when Sir Douglas Haig came over. It surprised me when resistance developed on the ground of policy. <box>278 429 519 497</box>
paragraph: The Daily Chronicle's Moscow correspondent states the Bolshevik regime is milder there. The trace of starvation is imminent. It is a city of refuge for the intelligensia. <box>793 607 1033 652</box>
dateline: Received Feb. 20, 5.10 p.m. Times Service. London, Feb. 19. <box>826 383 1029 405</box>
article-heading: IN PARIS BY APRIL. <box>89 906 191 918</box>
paragraph: Wireless German official: We occupied Dvinsk with small enemy resistance. We captured the bridgehead, and an attempt to blow up the Dvina bridge was unsuccessful. <box>793 1216 1033 1262</box>
paragraph: It is an open secret that a certain magistrate in Wellington is anything but popular with the legal fraternity of the city (says the Wellington Times). Some time back a deputation from the Law Society waited on the then Minister of Justice in reference to this magistrate and another associate then dealing out sentences and decisions in Wellington. Now it is understood that the matter has reached a stage where it is likely to be the subject of a second deputation to the present Minister of Justice. Solicitors state that they have chafed long enough under the decisions of this magistrate. His attitude in many civil cases has met with anything but favour. <box>1050 975 1291 1134</box>
paragraph: Irish troops entered the trenches south-eastward of Epehy and brought back prisoners. <box>278 820 519 843</box>
article-subheading: REPORT OF SUICIDE OF GENERAL KALEDIN. <box>799 1316 1027 1327</box>
paragraph: In the period of reorganisation that followed the Boer War Wilson served at the War Office, and found his niche there. Later on he was selected as Commandant of the Staff College, Camberley. His term at the Staff College had a particular bearing upon his future career. It is interesting to remark that both General Robertson and General Rawlinson held this command after the Boer War. General Rawlinson was orthodox, but both General Robertson and General Wilson inculcated a particular school of thought of their own. Wilson was master of the Continental system. Early in the century he put it upon record that he was positive that the great Russian menace would materialise. This conviction was the foundation of all his effort. He knew the French frontier as no other British officer knew it. <box>536 311 776 505</box>
article-subheading: DVINSK EASILY TAKEN. <box>853 1178 973 1189</box>
article-heading: THE HIGH SCHOOL. <box>1376 399 1480 411</box>
article-subheading: CAR AND MOTOR-CYCLE COLLIDE. <box>1596 152 1774 162</box>
paragraph: A wireless message says that according to reports in the Swedish press Germany is preparing to land a Finnish battalion of the German army and other forces in Finland. These operations are to be accompanied by naval action in the Baltic with landings also in the unoccupied parts of Livonia and Esthonia. <box>1050 733 1291 813</box>
dateline: London, Feb. 19. <box>1208 669 1287 680</box>
column-rule <box>1813 52 1815 1932</box>
section-heading: WESTERN FRONT. <box>313 727 484 745</box>
paragraph: "If the Government," Mr. McDonagh is reported to have said, "wished to keep them in prison against their will, they ought to provide them with the food necessary to keep them in good health." Of course they ought. But why publish the menu? That is where Mr. McDonagh made his mistake. The "Mountjoy diet" provides an egg for breakfast, one and a half pounds of bread during the day, ten ounces of meat, a pint of porridge, two pints of tea, a pound of potatoes, butter twice a day, and two and a-half pints of milk. So Mr. McDonagh told the interviewer. Nobody grudges the food to him or his friends. If they are kept in prison against their will they ought to get that and more. <box>1565 960 1805 1119</box>
article-heading: RECRUITING STIMULATED. <box>842 835 985 847</box>
article-subheading: ON WIDE FRONT. <box>354 769 442 780</box>
paragraph: Another motor accident occurred early on Tuesday evening on the Manaia road, near Nelson's corner, when a young man named Bunn, riding a motor cycle, collided with a motor car driven by Miss Stoddart, of Manaia. Mr. Bunn (of Kapuni) who suffered a bad fracture of a leg, was removed to the Hawera hospital, where he was admitted at about 8 o'clock. <box>1565 179 1805 270</box>
article-subheading: A REMARKABLE PHENOMENON. <box>1088 1379 1253 1389</box>
paragraph: Men in soldiers' uniforms are making great profits by selling food at excessive prices after securing the revolutionary committee's authority to confiscate peasants' goods, the peasants being flogged if they fail to give the goods. <box>793 723 1033 780</box>
column-6 <box>1300 64 1556 1932</box>
paragraph: Sir Douglas Haig reports: We made successful raids in three sectors on our front. <box>278 796 519 819</box>
article-subheading: WHAT IT MEANS. <box>869 580 957 590</box>
paragraph: Now the country is flooded with journalists and the whole world has heard about us. It is a great pity. We could have gone on very well as we were. We are not compelled to be soldiers. We have more food than any other country in Europe. We can say pretty nearly anything we like. We smile at the restrictions of personal liberty which worry other people but do not affect us. <box>1565 546 1805 637</box>
dateline: Received Feb. 20, 9.35 p.m. London, Feb. 19. <box>816 594 1029 605</box>
paragraph: Mr. Asquith pointed out that the United States was refraining from political participation, though its military representatives were taking part in the council. <box>278 498 519 543</box>
article-heading: THE EARTHQUAKE. <box>1118 1362 1223 1374</box>
paragraph: Several hundred White Guards have reached the Aaland Islands after crossing the ice. This caused further bloodshed; fighting with the Russians, who now refuse to leave unless the White Guards also leave. <box>1050 878 1291 935</box>
column-7 <box>1557 64 1813 1932</box>
headline-peace-terms: GERMAN PEACE TERMS ACCEPTED <box>44 200 237 248</box>
article-subheading: SANGUINARY FIGHTING IN FINLAND. <box>1074 816 1267 826</box>
paragraph: Mr. Armstrong added that it was incorrect that the Second Division League had brought pressure to bear on the Minister of Defence to retard the members of the Second Division going to the front. If such pressure had been brought, then it had been by people whose pockets would be affected, and were afraid to bear the cost. (Applause.) <box>536 1327 776 1418</box>
paragraph: The intelligensia are seeking palliatives, being convinced that the masses must learn by bitter experience what the Bolsheviks' socialism really means. <box>793 781 1033 826</box>
dateline: London, Feb. 19. <box>435 784 515 795</box>
paragraph: A meeting of those interested in the formation of a beekeepers' association in New Plymouth was held at the Technical College last night. Mr. G. H. Dolby presided, and there was a very satisfactory attendance. <box>1308 625 1548 682</box>
section-heading: AUSTRO-GERMANY. <box>68 583 213 599</box>
dateline: New York, Feb. 19. <box>168 1415 257 1426</box>
article-subheading: EXCEPT LABOR-EARNED. <box>849 994 977 1004</box>
paragraph: The Federal authorities here have arrested Johannes Werkhoven, who is charged with having brought German-owned bond coupons to America for the purpose of cashing them. Werkhoven was a purser on a Dutch ship, and the authorities allege that he cashed three million dollars' worth of coupons. Werkhoven contends that the bonds were owned by a Hollander. <box>19 1427 261 1519</box>
dateline: A. and N.Z. Cable Assn. and Reuter Received Feb. 20, 11 p.m. London, Feb. 19. <box>794 1193 1029 1215</box>
article-heading: THE BALTIC FLEET. <box>862 267 964 279</box>
paragraph: The Bolsheviks heavily defeated General Alexieff near Voronesk and Alexieff retreated to Novocherkask. <box>1050 507 1291 541</box>
paragraph: Mrs. Wilson, Mrs. Martin, Archdeacon Evans and Mr. Hughes were appointed a committee to settle the conditions under which the prizes should be awarded. <box>1308 1486 1548 1532</box>
